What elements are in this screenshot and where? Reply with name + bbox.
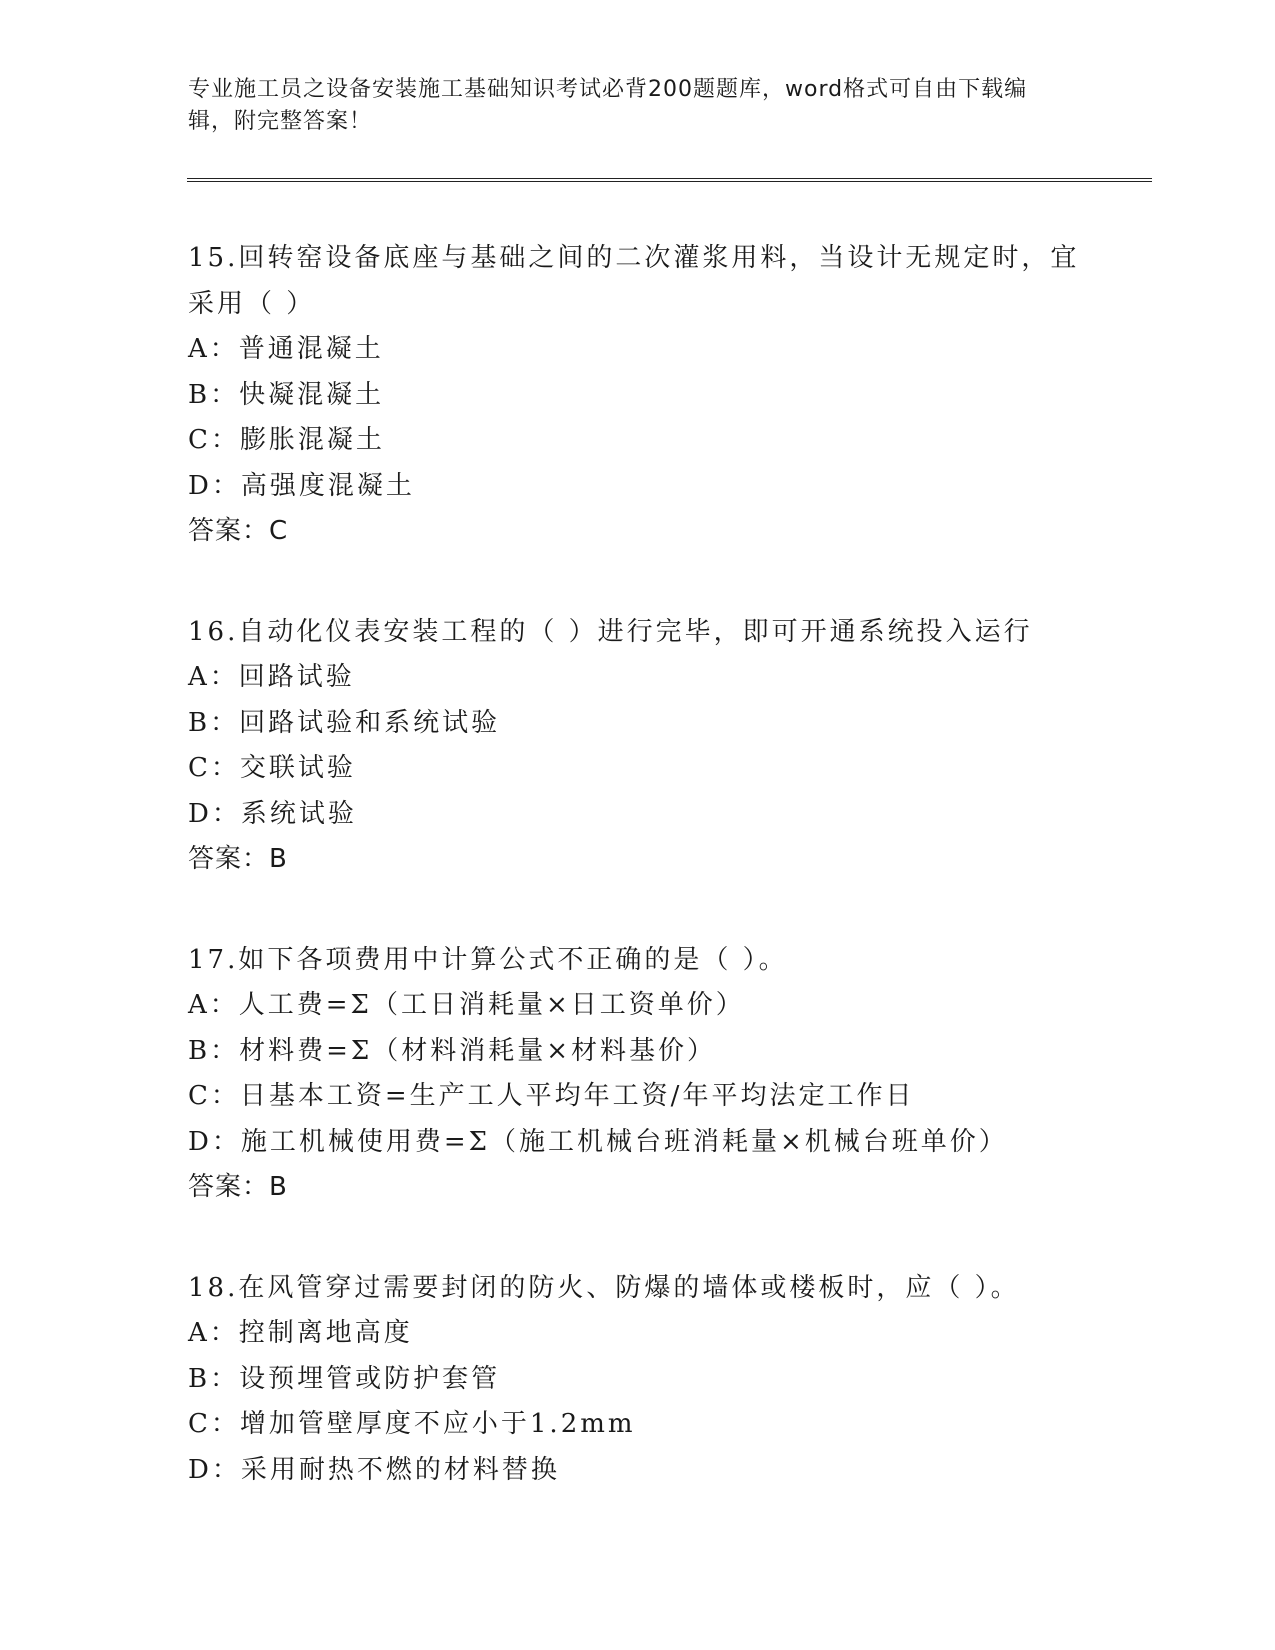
question-17 [188,938,1148,1211]
option-a: A：普通混凝土 [188,334,384,364]
question-15 [188,236,1148,555]
question-stem: 15.回转窑设备底座与基础之间的二次灌浆用料，当设计无规定时，宜采用（ ） [188,243,1080,319]
option-c: C：日基本工资=生产工人平均年工资/年平均法定工作日 [188,1081,915,1111]
option-d: D：系统试验 [188,798,357,829]
question-spacer [188,883,1148,938]
answer-line: 答案：C [188,516,289,546]
option-a: A：回路试验 [188,662,355,692]
answer-line: 答案：B [188,1172,288,1202]
question-stem: 18.在风管穿过需要封闭的防火、防爆的墙体或楼板时，应（ ）。 [188,1272,1020,1303]
header-divider [187,178,1152,182]
question-spacer [188,1211,1148,1266]
option-c: C：交联试验 [188,753,356,783]
option-a: A：控制离地高度 [188,1318,413,1348]
option-c: C：膨胀混凝土 [188,425,385,455]
option-a: A：人工费=Σ（工日消耗量×日工资单价） [188,990,745,1020]
option-b: B：材料费=Σ（材料消耗量×材料基价） [188,1035,717,1066]
option-b: B：快凝混凝土 [188,379,385,410]
option-b: B：设预埋管或防护套管 [188,1363,501,1394]
option-d: D：施工机械使用费=Σ（施工机械台班消耗量×机械台班单价） [188,1126,1008,1157]
question-16 [188,610,1148,883]
question-list [188,236,1148,1493]
question-stem: 17.如下各项费用中计算公式不正确的是（ ）。 [188,944,788,975]
option-d: D：采用耐热不燃的材料替换 [188,1454,560,1485]
question-18 [188,1266,1148,1494]
answer-line: 答案：B [188,844,288,874]
option-d: D：高强度混凝土 [188,470,415,501]
question-spacer [188,555,1148,610]
option-c: C：增加管壁厚度不应小于1.2mm [188,1409,636,1439]
header-title: 专业施工员之设备安装施工基础知识考试必背200题题库，word格式可自由下载编辑，附完整答案！ [188,77,1028,134]
question-stem: 16.自动化仪表安装工程的（ ）进行完毕，即可开通系统投入运行 [188,616,1033,647]
document-header [188,74,1068,138]
option-b: B：回路试验和系统试验 [188,707,501,738]
